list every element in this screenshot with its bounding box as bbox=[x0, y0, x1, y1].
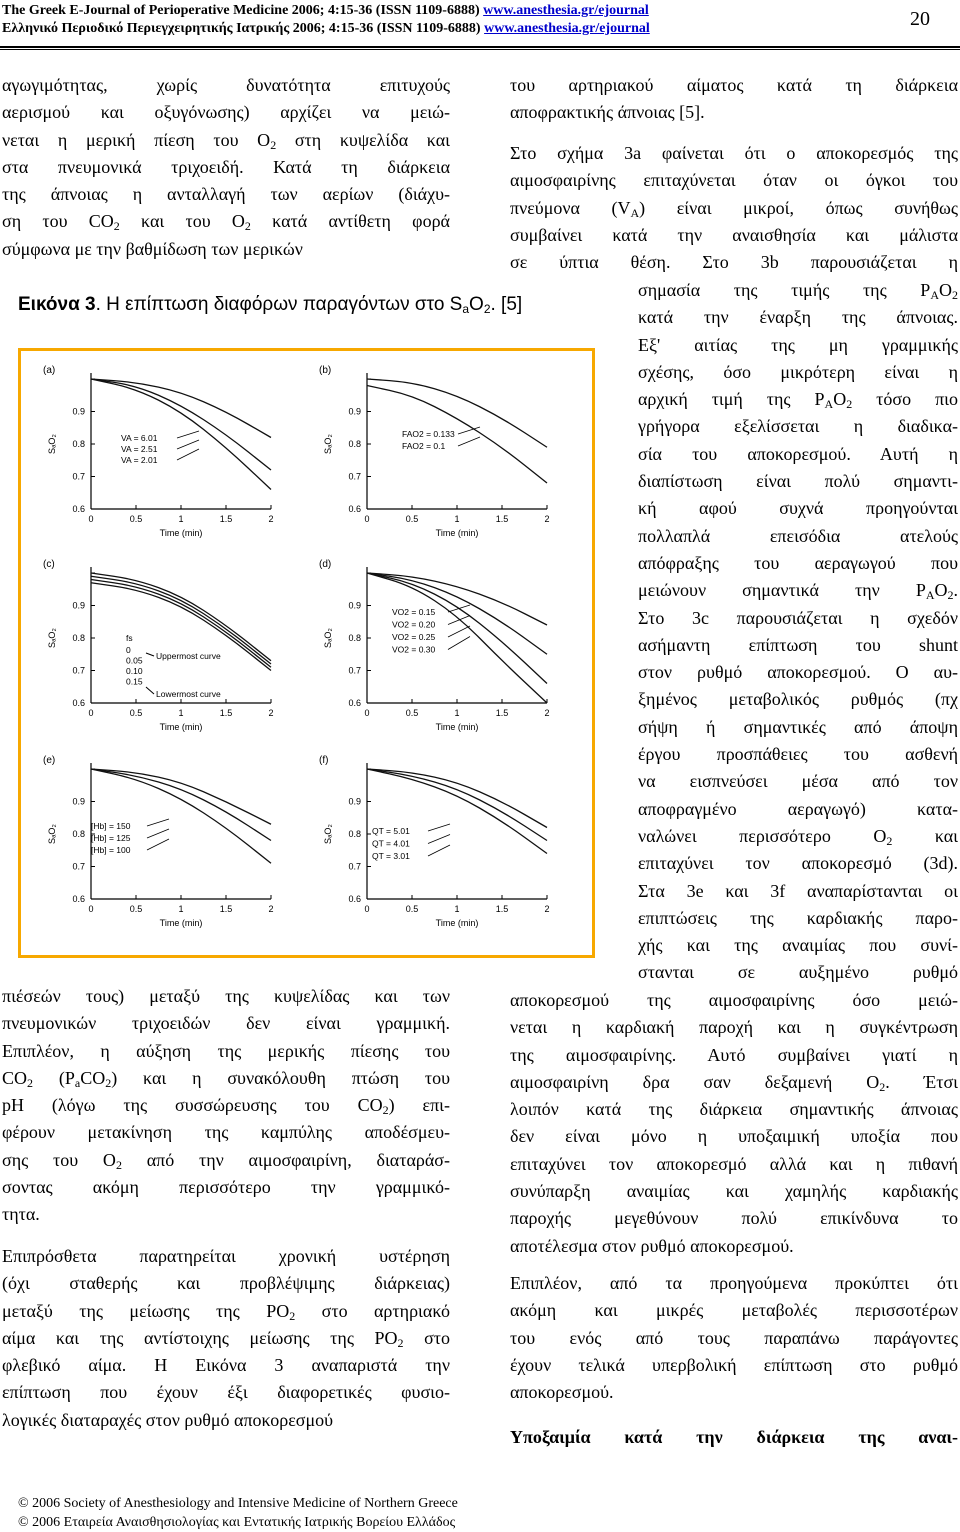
text-line: αερισμού και οξυγόνωσης) αρχίζει να μειώ- bbox=[2, 102, 450, 123]
text-line: αιμοσφαιρίνη δρα σαν δεξαμενή $O_2$. Έτσι bbox=[510, 1071, 958, 1094]
text-line: ξημένος μεταβολικός ρυθμός (πχ bbox=[638, 689, 958, 710]
y-tick-label: 0.8 bbox=[72, 829, 85, 839]
x-tick-label: 2 bbox=[544, 904, 550, 914]
header-rule-thin bbox=[0, 49, 960, 50]
legend-entry: [Hb] = 125 bbox=[91, 833, 131, 843]
y-axis-label: SₐO₂ bbox=[47, 628, 57, 648]
legend-pointer bbox=[147, 829, 169, 838]
right-column-para3 bbox=[510, 1270, 958, 1406]
running-header bbox=[2, 2, 650, 38]
text-line: επιταχύνει τον αποκορεσμό (3d). bbox=[638, 853, 958, 874]
y-tick-label: 0.9 bbox=[72, 796, 85, 807]
x-tick-label: 0 bbox=[364, 514, 370, 524]
text-line: Επιπλέον, από τα προηγούμενα προκύπτει ότι bbox=[510, 1273, 958, 1293]
x-tick-label: 0.5 bbox=[129, 904, 143, 914]
legend-pointer bbox=[448, 605, 470, 612]
text-line: συμβαίνει κατά την αναισθησία και μάλιστα bbox=[510, 224, 958, 245]
text-line: Εξ' αιτίας της μη γραμμικής bbox=[638, 334, 958, 355]
x-tick-label: 2 bbox=[268, 708, 274, 718]
journal-link-en[interactable]: www.anesthesia.gr/ejournal bbox=[483, 3, 649, 18]
x-tick-label: 1.5 bbox=[219, 904, 233, 914]
header-line-en bbox=[2, 2, 650, 20]
y-tick-label: 0.7 bbox=[72, 665, 85, 676]
y-axis-label: SₐO₂ bbox=[47, 824, 57, 844]
text-line: απόφραξης του αεραγωγού που bbox=[638, 552, 958, 573]
text-line: επιπτώσεις της καρδιακής παρο- bbox=[638, 907, 958, 928]
y-axis-label: SₐO₂ bbox=[47, 434, 57, 454]
legend-entry: QT = 3.01 bbox=[372, 851, 410, 861]
header-en-text: The Greek E-Journal of Perioperative Medicine 2006; 4:15-36 (ISSN 1109-6888) bbox=[2, 3, 484, 18]
left-column-para2 bbox=[2, 1243, 450, 1434]
x-tick-label: 1 bbox=[454, 514, 460, 524]
y-tick-label: 0.6 bbox=[72, 894, 85, 904]
x-tick-label: 1.5 bbox=[219, 708, 233, 718]
y-tick-label: 0.8 bbox=[72, 633, 85, 643]
text-line: αποτέλεσμα στον ρυθμό αποκορεσμού. bbox=[510, 1235, 794, 1256]
text-line: αγωγιμότητας, χωρίς δυνατότητα επιτυχούς bbox=[2, 75, 450, 95]
text-line: πιέσεών τους) μεταξύ της κυψελίδας και των bbox=[2, 986, 450, 1006]
legend-pointer bbox=[177, 449, 199, 460]
x-tick-label: 1.5 bbox=[495, 904, 509, 914]
x-tick-label: 0 bbox=[88, 514, 94, 524]
text-line: αποκορεσμού της αιμοσφαιρίνης όσο μειώ- bbox=[510, 990, 958, 1010]
text-line: ακόμη και μικρές μεταβολές περισσοτέρων bbox=[510, 1300, 958, 1321]
x-tick-label: 2 bbox=[268, 514, 274, 524]
figure-label: Εικόνα 3 bbox=[18, 294, 96, 315]
series-line bbox=[367, 379, 547, 447]
y-tick-label: 0.7 bbox=[348, 471, 361, 482]
text-line: σία του αποκορεσμού. Αυτή η bbox=[638, 443, 958, 464]
y-tick-label: 0.6 bbox=[72, 504, 85, 514]
y-tick-label: 0.8 bbox=[348, 633, 361, 643]
y-tick-label: 0.9 bbox=[72, 600, 85, 611]
text-line: έργου προσπάθειες του ασθενή bbox=[638, 744, 958, 765]
text-line: της αιμοσφαιρίνης. Αυτό συμβαίνει γιατί η bbox=[510, 1044, 958, 1065]
text-line: σύμφωνα με την βαθμίδωση των μερικών bbox=[2, 238, 303, 259]
x-tick-label: 1 bbox=[178, 514, 184, 524]
y-tick-label: 0.8 bbox=[348, 439, 361, 449]
series-line bbox=[91, 379, 271, 438]
x-tick-label: 1 bbox=[178, 708, 184, 718]
footer-copyright-en: © 2006 Society of Anesthesiology and Intensive Medicine of Northern Greece bbox=[18, 1496, 458, 1511]
x-tick-label: 1.5 bbox=[219, 514, 233, 524]
text-line: επιταχύνει τον αποκορεσμό αλλά και η πιθανή bbox=[510, 1153, 958, 1174]
text-line: φλεβικό αίμα. Η Εικόνα 3 αναπαριστά την bbox=[2, 1355, 450, 1376]
section-heading bbox=[510, 1424, 958, 1451]
panel-label: (a) bbox=[43, 365, 56, 376]
text-line: της άπνοιας η ανταλλαγή των αερίων (διάχυ- bbox=[2, 184, 450, 205]
text-line: επίπτωση που έχουν έξι διαφορετικές φυσιο- bbox=[2, 1382, 450, 1403]
x-tick-label: 2 bbox=[544, 708, 550, 718]
text-line: αποκορεσμού. bbox=[510, 1382, 614, 1403]
y-axis-label: SₐO₂ bbox=[323, 824, 333, 844]
text-line: μεταξύ της μείωσης της $PO_2$ στο αρτηριακό bbox=[2, 1300, 450, 1323]
text-line: Επιπλέον, η αύξηση της μερικής πίεσης του bbox=[2, 1040, 450, 1061]
text-line: ασήμαντη επίπτωση του shunt bbox=[638, 634, 958, 655]
footer-copyright-gr: © 2006 Εταιρεία Αναισθησιολογίας και Εντατικής Ιατρικής Βορείου Ελλάδος bbox=[18, 1515, 456, 1530]
caption-o: O bbox=[469, 294, 484, 315]
left-column-para1 bbox=[2, 983, 450, 1229]
x-tick-label: 0.5 bbox=[129, 514, 143, 524]
legend-entry: VO2 = 0.20 bbox=[392, 619, 436, 630]
text-line: πνεύμονα $(V_A)$ είναι μικροί, όπως συνήθως bbox=[510, 197, 958, 220]
text-line: σημασία της τιμής της $P_AO_2$ bbox=[638, 280, 958, 302]
caption-text: . Η επίπτωση διαφόρων παραγόντων στο S bbox=[95, 294, 463, 315]
legend-entry: QT = 5.01 bbox=[372, 826, 410, 836]
y-tick-label: 0.6 bbox=[348, 504, 361, 514]
caption-sub-a: a bbox=[462, 302, 470, 316]
y-tick-label: 0.7 bbox=[72, 471, 85, 482]
caption-ref: . [5] bbox=[490, 294, 523, 315]
x-tick-label: 0.5 bbox=[129, 708, 143, 718]
x-tick-label: 1 bbox=[454, 904, 460, 914]
text-line: κατά την έναρξη της άπνοιας. bbox=[638, 307, 958, 328]
legend-entry: VA = 2.01 bbox=[121, 455, 158, 465]
text-line: ση του $CO_2$ και του $O_2$ κατά αντίθετη φορά bbox=[2, 211, 450, 234]
text-line: μειώνουν σημαντικά την $P_AO_2$. bbox=[638, 580, 958, 603]
x-tick-label: 1 bbox=[454, 708, 460, 718]
text-line: λογικές διαταραχές στον ρυθμό αποκορεσμού bbox=[2, 1409, 334, 1430]
y-tick-label: 0.7 bbox=[348, 861, 361, 872]
text-line: αιμοσφαιρίνης επιταχύνεται όταν οι όγκοι του bbox=[510, 170, 958, 191]
legend-entry: VA = 2.51 bbox=[121, 444, 158, 454]
text-line: πνευμονικών τριχοειδών δεν είναι γραμμική. bbox=[2, 1013, 450, 1034]
legend-pointer bbox=[448, 616, 470, 625]
text-line: διαπίστωση είναι πολύ σημαντι- bbox=[638, 471, 958, 492]
text-line: έχουν τελικά υπερβολική επίπτωση στο ρυθμό bbox=[510, 1354, 958, 1375]
legend-pointer bbox=[428, 845, 450, 856]
text-line: (όχι σταθερής και προβλέψιμης διάρκειας) bbox=[2, 1273, 450, 1294]
x-tick-label: 0.5 bbox=[405, 708, 419, 718]
legend-pointer bbox=[147, 839, 169, 850]
right-column-para2-wide-bottom bbox=[510, 987, 958, 1260]
text-line: του αρτηριακού αίματος κατά τη διάρκεια bbox=[510, 75, 958, 95]
series-line bbox=[367, 386, 547, 484]
text-line: Στο 3c παρουσιάζεται η σχεδόν bbox=[638, 607, 958, 628]
y-tick-label: 0.6 bbox=[348, 894, 361, 904]
text-line: νεται η καρδιακή παροχή και η συγκέντρωση bbox=[510, 1017, 958, 1038]
series-line bbox=[367, 769, 547, 828]
text-line: σε ύπτια θέση. Στο 3b παρουσιάζεται η bbox=[510, 252, 958, 273]
legend-entry: 0.10 bbox=[126, 666, 143, 676]
x-tick-label: 0 bbox=[364, 904, 370, 914]
legend-entry: 0 bbox=[126, 645, 131, 655]
text-line: συνύπαρξη αναιμίας και χαμηλής καρδιακής bbox=[510, 1181, 958, 1202]
journal-link-gr[interactable]: www.anesthesia.gr/ejournal bbox=[484, 21, 650, 36]
legend-pointer bbox=[448, 626, 470, 637]
text-line: αρχική τιμή της $P_AO_2$ τόσο πιο bbox=[638, 389, 959, 412]
text-line: στον ρυθμό αποκορεσμού. Ο αυ- bbox=[638, 662, 958, 683]
right-column-para2-narrow bbox=[638, 277, 958, 987]
text-line: Επιπρόσθετα παρατηρείται χρονική υστέρηση bbox=[2, 1246, 450, 1266]
page-number: 20 bbox=[910, 8, 930, 30]
y-tick-label: 0.7 bbox=[348, 665, 361, 676]
x-tick-label: 0 bbox=[88, 904, 94, 914]
right-column-para1 bbox=[510, 72, 958, 127]
text-line: σοντας ακόμη περισσότερο την γραμμικό- bbox=[2, 1177, 450, 1198]
text-line: αποφρακτικής άπνοιας [5]. bbox=[510, 102, 705, 123]
footer bbox=[18, 1494, 458, 1532]
text-line: $CO_2$ $(P_aCO_2)$ και η συνακόλουθη πτώση του bbox=[2, 1067, 450, 1090]
text-line: αίμα και της αντίστοιχης μείωσης της $PO_2$ στο bbox=[2, 1327, 451, 1350]
text-line: στανται σε αυξημένο ρυθμό bbox=[638, 962, 958, 983]
legend-pointer bbox=[177, 431, 199, 438]
header-rule bbox=[0, 46, 960, 48]
y-tick-label: 0.6 bbox=[348, 698, 361, 708]
y-tick-label: 0.9 bbox=[72, 406, 85, 417]
legend-entry: 0.05 bbox=[126, 655, 143, 666]
series-line bbox=[91, 769, 271, 824]
text-line: Στα 3e και 3f αναπαρίστανται οι bbox=[638, 880, 958, 901]
text-line: να εισπνεύσει μέσα από τον bbox=[638, 771, 958, 792]
text-line: τητα. bbox=[2, 1204, 40, 1225]
legend-entry: fs bbox=[126, 633, 133, 643]
legend-pointer bbox=[448, 637, 470, 650]
y-tick-label: 0.9 bbox=[348, 406, 361, 417]
legend-entry: [Hb] = 100 bbox=[91, 845, 131, 855]
figure-3-plots bbox=[21, 351, 592, 955]
x-axis-label: Time (min) bbox=[159, 722, 203, 732]
text-line: φέρουν μετακίνηση της καμπύλης αποδέσμευ- bbox=[2, 1122, 450, 1143]
y-tick-label: 0.6 bbox=[72, 698, 85, 708]
text-line: σης του $O_2$ από την αιμοσφαιρίνη, διαταράσ- bbox=[2, 1149, 451, 1172]
series-line bbox=[91, 379, 271, 490]
legend-entry: FAO2 = 0.1 bbox=[402, 441, 446, 451]
text-line: αποφραγμένο αεραγωγό) κατα- bbox=[638, 798, 958, 819]
text-line: λοιπόν κατά της διάρκεια σημαντικής άπνοιας bbox=[510, 1099, 958, 1120]
text-line: δεν είναι μόνο η υποξαιμική υποξία που bbox=[510, 1126, 958, 1147]
right-column-para2-wide bbox=[510, 140, 958, 276]
text-line: πολλαπλά επεισόδια ατελούς bbox=[638, 525, 958, 546]
text-line: στα πνευμονικά τριχοειδή. Κατά τη διάρκεια bbox=[2, 156, 450, 177]
x-tick-label: 2 bbox=[268, 904, 274, 914]
legend-pointer bbox=[428, 835, 450, 844]
panel-label: (c) bbox=[43, 559, 55, 570]
x-tick-label: 1.5 bbox=[495, 514, 509, 524]
header-line-gr bbox=[2, 20, 650, 38]
y-tick-label: 0.9 bbox=[348, 600, 361, 611]
y-axis-label: SₐO₂ bbox=[323, 628, 333, 648]
y-tick-label: 0.9 bbox=[348, 796, 361, 807]
legend-entry: VO2 = 0.15 bbox=[392, 607, 436, 617]
text-line: ναλώνει περισσότερο $O_2$ και bbox=[638, 825, 959, 848]
x-tick-label: 0.5 bbox=[405, 514, 419, 524]
text-line: σχέσης, όσο μικρότερη είναι η bbox=[638, 361, 958, 382]
panel-label: (b) bbox=[319, 365, 332, 376]
panel-label: (f) bbox=[319, 755, 329, 766]
figure-caption bbox=[18, 294, 522, 316]
panel-label: (e) bbox=[43, 755, 56, 766]
legend-entry: Lowermost curve bbox=[156, 689, 221, 699]
section-heading-text: Υποξαιμία κατά την διάρκεια της αναι- bbox=[510, 1427, 958, 1447]
x-tick-label: 1 bbox=[178, 904, 184, 914]
x-axis-label: Time (min) bbox=[159, 918, 203, 928]
text-line: παροχής μεγεθύνουν πολύ επικίνδυνα το bbox=[510, 1208, 958, 1229]
text-line: νεται η μερική πίεση του $O_2$ στη κυψελίδα και bbox=[2, 129, 450, 152]
text-line: χής και της αναιμίας που συνί- bbox=[638, 935, 958, 956]
legend-pointer bbox=[147, 819, 169, 826]
legend-arrow bbox=[146, 687, 154, 694]
header-gr-text: Ελληνικό Περιοδικό Περιεγχειρητικής Ιατρικής 2006; 4:15-36 (ISSN 1109-6888) bbox=[2, 21, 485, 36]
x-tick-label: 0.5 bbox=[405, 904, 419, 914]
figure-3 bbox=[18, 348, 595, 958]
legend-pointer bbox=[428, 824, 450, 831]
panel-label: (d) bbox=[319, 559, 332, 570]
y-tick-label: 0.8 bbox=[348, 829, 361, 839]
legend-entry: Uppermost curve bbox=[156, 651, 221, 661]
x-tick-label: 2 bbox=[544, 514, 550, 524]
text-line: κή αφού συχνά προηγούνται bbox=[638, 498, 958, 519]
y-tick-label: 0.7 bbox=[72, 861, 85, 872]
x-tick-label: 0 bbox=[364, 708, 370, 718]
text-line: Στο σχήμα 3a φαίνεται ότι ο αποκορεσμός της bbox=[510, 143, 958, 163]
legend-entry: [Hb] = 150 bbox=[91, 821, 131, 831]
legend-entry: 0.15 bbox=[126, 676, 143, 687]
legend-entry: QT = 4.01 bbox=[372, 838, 410, 849]
legend-pointer bbox=[177, 440, 199, 449]
left-column-top bbox=[2, 72, 450, 263]
text-line: γρήγορα εξελίσσεται η διαδικα- bbox=[638, 416, 958, 437]
x-tick-label: 0 bbox=[88, 708, 94, 718]
x-axis-label: Time (min) bbox=[435, 918, 479, 928]
legend-entry: FAO2 = 0.133 bbox=[402, 429, 455, 439]
legend-entry: VO2 = 0.25 bbox=[392, 632, 436, 642]
y-tick-label: 0.8 bbox=[72, 439, 85, 449]
caption-sub-2: 2 bbox=[483, 302, 491, 316]
y-axis-label: SₐO₂ bbox=[323, 434, 333, 454]
x-tick-label: 1.5 bbox=[495, 708, 509, 718]
legend-entry: VA = 6.01 bbox=[121, 433, 158, 443]
x-axis-label: Time (min) bbox=[159, 528, 203, 538]
text-line: σήψη ή σημαντικές από άποψη bbox=[638, 716, 958, 737]
legend-arrow bbox=[146, 653, 154, 656]
text-line: pH (λόγω της συσσώρευσης του $CO_2$) επι- bbox=[2, 1095, 451, 1118]
legend-entry: VO2 = 0.30 bbox=[392, 644, 436, 655]
text-line: του ενός από τους παραπάνω παράγοντες bbox=[510, 1327, 958, 1348]
x-axis-label: Time (min) bbox=[435, 528, 479, 538]
x-axis-label: Time (min) bbox=[435, 722, 479, 732]
legend-pointer bbox=[458, 437, 480, 446]
